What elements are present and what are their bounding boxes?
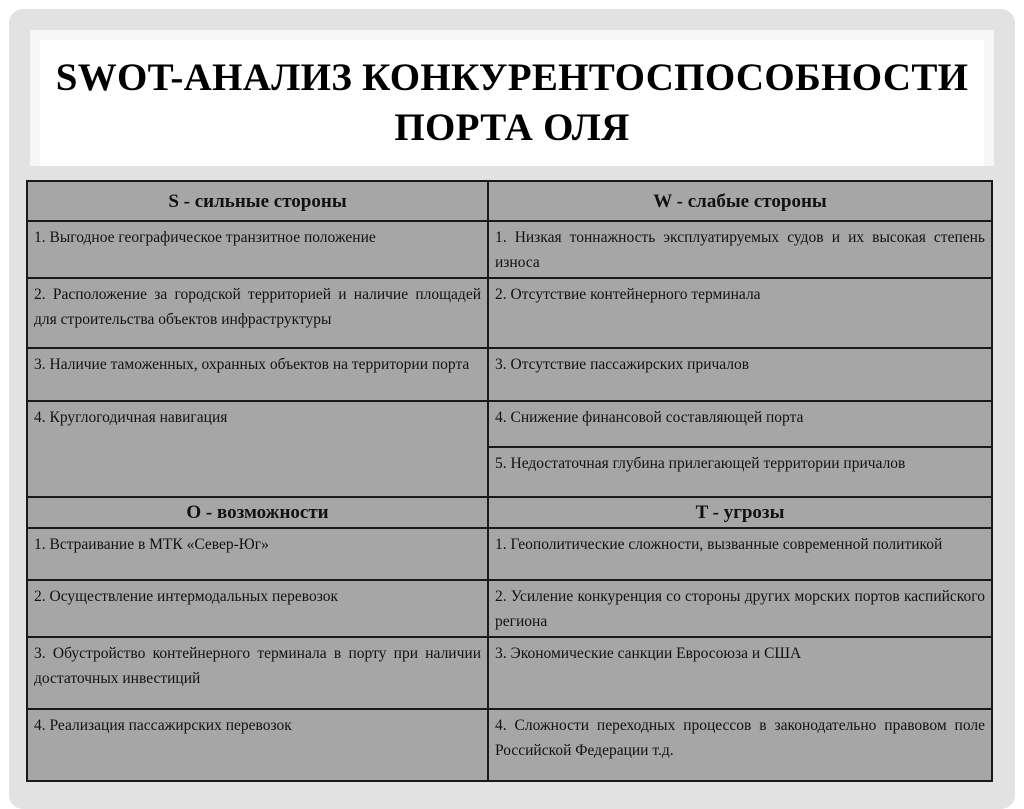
table-row (27, 709, 992, 781)
weaknesses-header: W - слабые стороны (488, 181, 992, 221)
opportunities-header: O - возможности (27, 497, 488, 528)
title-panel (40, 40, 984, 166)
strength-item-1: 1. Выгодное географическое транзитное положение (27, 221, 488, 278)
weakness-item-1: 1. Низкая тоннажность эксплуатируемых судов и их высокая степень износа (488, 221, 992, 278)
page-title: SWOT-АНАЛИЗ КОНКУРЕНТОСПОСОБНОСТИ ПОРТА ОЛЯ (55, 56, 969, 149)
strength-item-3: 3. Наличие таможенных, охранных объектов на территории порта (27, 348, 488, 401)
strength-item-4: 4. Круглогодичная навигация (27, 401, 488, 497)
table-row (27, 528, 992, 580)
opportunity-item-3: 3. Обустройство контейнерного терминала в порту при наличии достаточных инвестиций (27, 637, 488, 709)
table-row (27, 637, 992, 709)
opportunity-item-1: 1. Встраивание в МТК «Север-Юг» (27, 528, 488, 580)
table-row (27, 278, 992, 348)
table-row-ot-header (27, 497, 992, 528)
table-row (27, 401, 992, 447)
threat-item-1: 1. Геополитические сложности, вызванные современной политикой (488, 528, 992, 580)
threats-header: T - угрозы (488, 497, 992, 528)
weakness-item-4: 4. Снижение финансовой составляющей порта (488, 401, 992, 447)
weakness-item-2: 2. Отсутствие контейнерного терминала (488, 278, 992, 348)
weakness-item-3: 3. Отсутствие пассажирских причалов (488, 348, 992, 401)
swot-table (26, 180, 993, 782)
strength-item-2: 2. Расположение за городской территорией и наличие площадей для строительства объектов инфраструктуры (27, 278, 488, 348)
table-row (27, 221, 992, 278)
threat-item-2: 2. Усиление конкуренция со стороны других морских портов каспийского региона (488, 580, 992, 637)
strengths-header: S - сильные стороны (27, 181, 488, 221)
weakness-item-5: 5. Недостаточная глубина прилегающей территории причалов (488, 447, 992, 497)
opportunity-item-2: 2. Осуществление интермодальных перевозок (27, 580, 488, 637)
threat-item-3: 3. Экономические санкции Евросоюза и США (488, 637, 992, 709)
threat-item-4: 4. Сложности переходных процессов в законодательно правовом поле Российской Федерации т.д. (488, 709, 992, 781)
table-row-sw-header (27, 181, 992, 221)
table-row (27, 348, 992, 401)
opportunity-item-4: 4. Реализация пассажирских перевозок (27, 709, 488, 781)
table-row (27, 580, 992, 637)
